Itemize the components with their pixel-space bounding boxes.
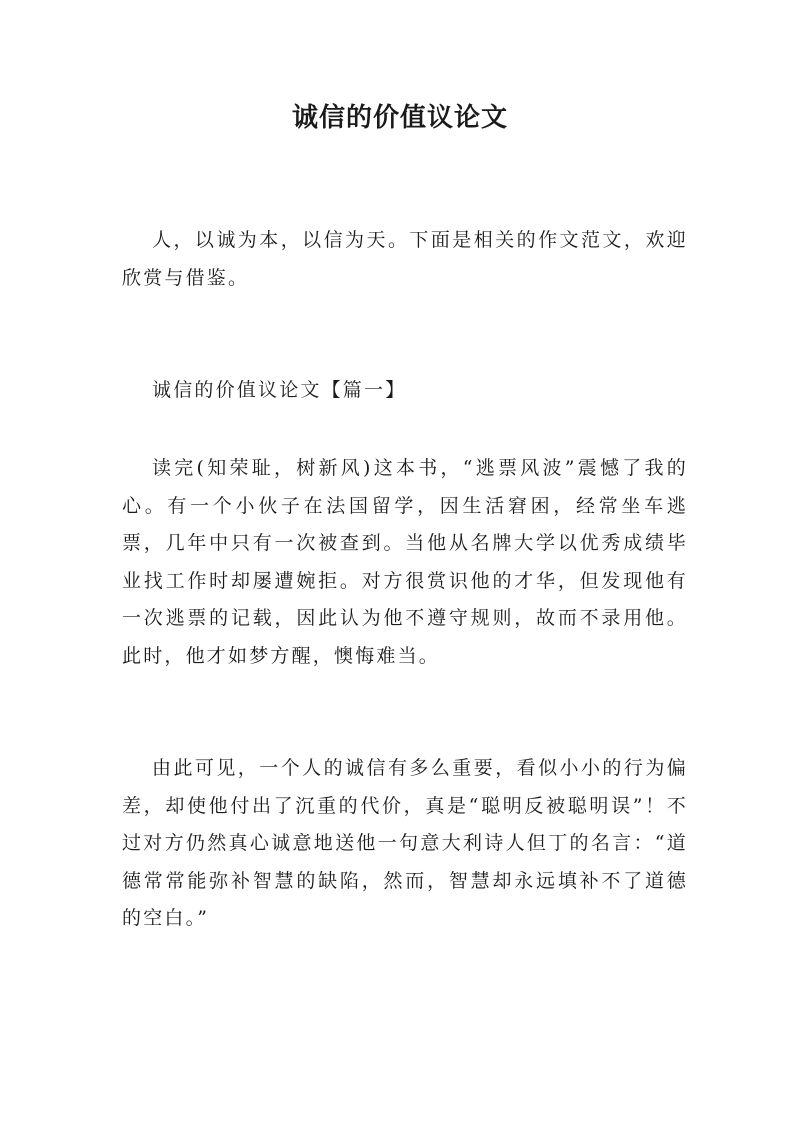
- section-heading: 诚信的价值议论文【篇一】: [152, 379, 407, 401]
- document-title: 诚信的价值议论文: [291, 103, 508, 133]
- intro-paragraph: 人，以诚为本，以信为天。下面是相关的作文范文，欢迎欣赏与借鉴。: [122, 229, 688, 289]
- body-paragraph: 读完(知荣耻，树新风)这本书，“逃票风波”震憾了我的心。有一个小伙子在法国留学，因生活窘困，经常坐车逃票，几年中只有一次被查到。当他从名牌大学以优秀成绩毕业找工作时却屡遭婉拒。对方很赏识他的才华，但发现他有一次逃票的记载，因此认为他不遵守规则，故而不录用他。此时，他才如梦方醒，懊悔难当。: [122, 457, 688, 667]
- body-paragraph: 由此可见，一个人的诚信有多么重要，看似小小的行为偏差，却使他付出了沉重的代价，真是“聪明反被聪明误”！不过对方仍然真心诚意地送他一句意大利诗人但丁的名言：“道德常常能弥补智慧的缺陷，然而，智慧却永远填补不了道德的空白。”: [122, 757, 688, 929]
